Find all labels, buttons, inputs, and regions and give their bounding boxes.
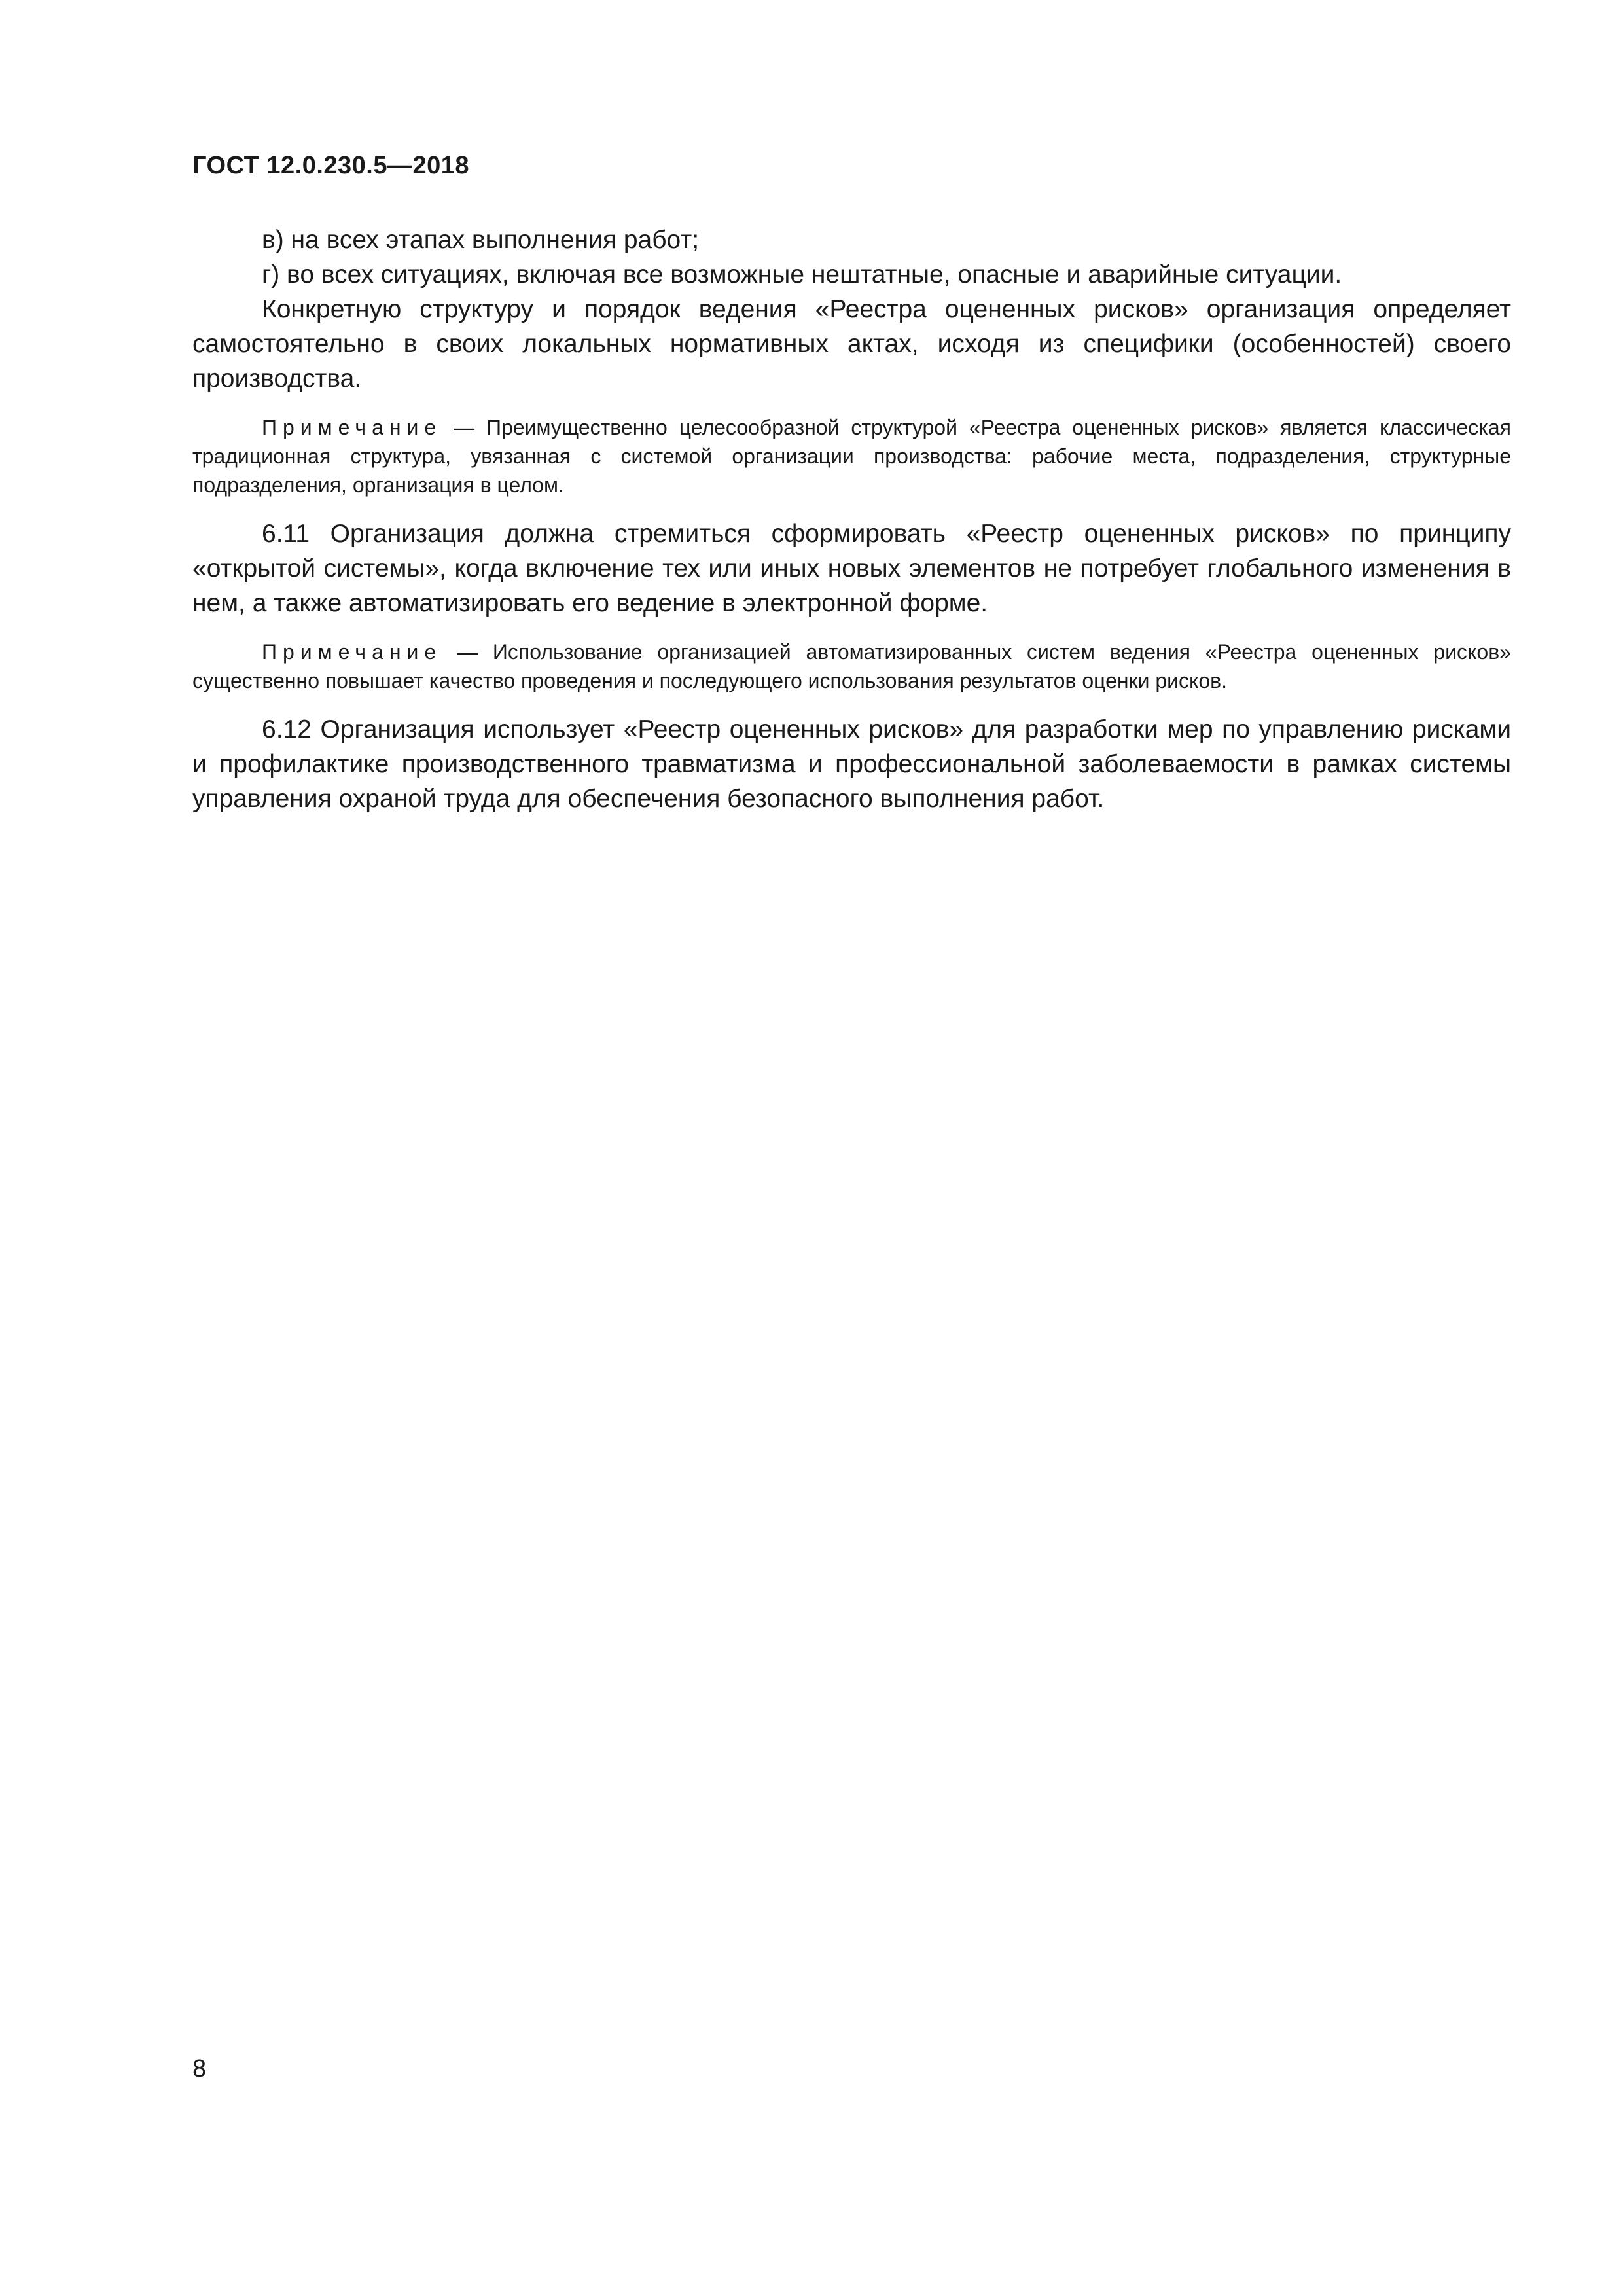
- note-2: [192, 637, 1511, 695]
- note-1: [192, 413, 1511, 499]
- note-1-label: Примечание: [262, 416, 442, 439]
- standard-header: ГОСТ 12.0.230.5—2018: [192, 152, 470, 179]
- clause-6-12: 6.12 Организация использует «Реестр оцененных рисков» для разработки мер по управлению рисками и профилактике производственного травматизма и профессиональной заболеваемости в рамках системы управления охраной труда для обеспечения безопасного выполнения работ.: [192, 715, 1511, 813]
- paragraph-registry-structure: Конкретную структуру и порядок ведения «Реестра оцененных рисков» организация определяет самостоятельно в своих локальных нормативных актах, исходя из специфики (особенностей) своего производства.: [192, 295, 1511, 393]
- list-item-v: в) на всех этапах выполнения работ;: [262, 226, 700, 254]
- note-2-label: Примечание: [262, 640, 442, 664]
- page-number: 8: [192, 2055, 207, 2083]
- document-body: [192, 223, 1511, 816]
- clause-6-11: 6.11 Организация должна стремиться сформировать «Реестр оцененных рисков» по принципу «открытой системы», когда включение тех или иных новых элементов не потребует глобального изменения в нем, а также автоматизировать его ведение в электронной форме.: [192, 520, 1511, 617]
- list-item-g: г) во всех ситуациях, включая все возможные нештатные, опасные и аварийные ситуации.: [262, 260, 1342, 289]
- note-2-text: — Использование организацией автоматизированных систем ведения «Реестра оцененных рисков» существенно повышает качество проведения и последующего использования результатов оценки рисков.: [192, 640, 1511, 692]
- note-1-text: — Преимущественно целесообразной структурой «Реестра оцененных рисков» является классическая традиционная структура, увязанная с системой организации производства: рабочие места, подразделения, структурные подразделения, организация в целом.: [192, 416, 1511, 497]
